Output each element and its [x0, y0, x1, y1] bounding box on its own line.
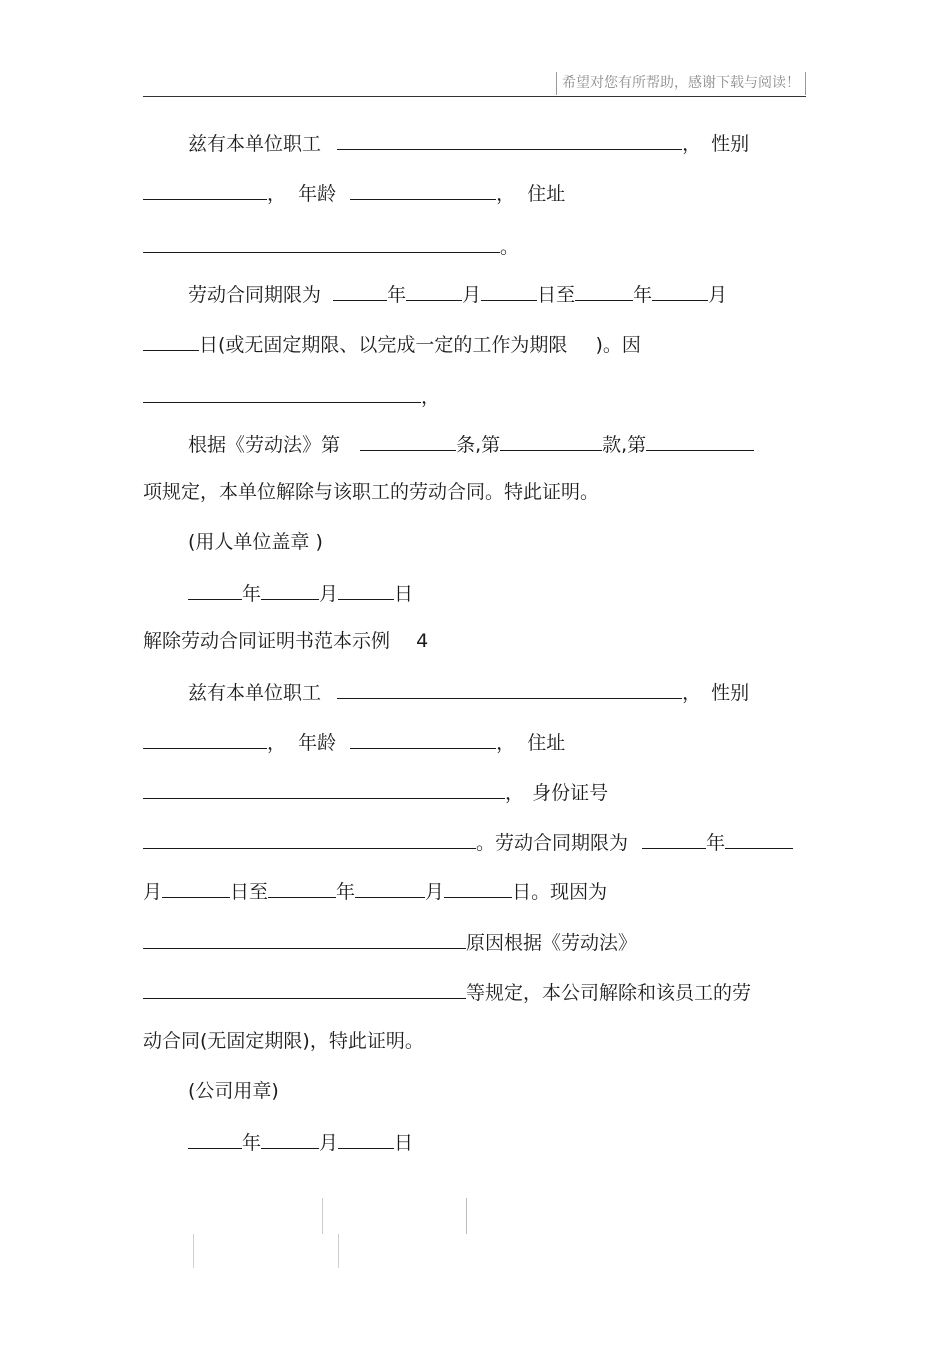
fill-in-blank[interactable] — [360, 431, 456, 451]
s4-title: 解除劳动合同证明书范本示例 4 — [143, 630, 429, 652]
gender-blank[interactable] — [143, 180, 267, 200]
fill-in-blank[interactable] — [143, 331, 199, 351]
s3-line-law: 根据《劳动法》第 条,第 款,第 — [188, 431, 754, 457]
fill-in-blank[interactable] — [500, 431, 602, 451]
s4-line-employee: 兹有本单位职工 ， 性别 — [188, 679, 749, 705]
s3-line-reason: ， — [143, 383, 440, 409]
s4-line-reason: 原因根据《劳动法》 — [143, 929, 637, 955]
header-rule — [143, 96, 806, 97]
age-blank[interactable] — [350, 180, 496, 200]
fill-in-blank[interactable] — [143, 979, 466, 999]
fill-in-blank[interactable] — [444, 878, 512, 898]
fill-in-blank[interactable] — [725, 829, 793, 849]
fill-in-blank[interactable] — [646, 431, 754, 451]
address-blank[interactable] — [143, 233, 500, 253]
decorative-line — [322, 1198, 323, 1234]
s4-line-statement: 动合同(无固定期限)，特此证明。 — [143, 1030, 424, 1052]
fill-in-blank[interactable] — [268, 878, 336, 898]
fill-in-blank[interactable] — [143, 829, 476, 849]
fill-in-blank[interactable] — [481, 281, 537, 301]
s3-date: 年 月 日 — [188, 580, 413, 606]
fill-in-blank[interactable] — [261, 1129, 319, 1149]
fill-in-blank[interactable] — [652, 281, 708, 301]
s3-line-term: 劳动合同期限为 年 月 日至 年 月 — [188, 281, 727, 307]
fill-in-blank[interactable] — [355, 878, 425, 898]
s3-line-gender-age: ， 年龄 ， 住址 — [143, 180, 565, 206]
s4-line-gender-age: ， 年龄 ， 住址 — [143, 729, 565, 755]
s3-line-term-end: 日(或无固定期限、以完成一定的工作为期限 )。因 — [143, 331, 641, 357]
s3-line-employee: 兹有本单位职工 ， 性别 — [188, 130, 749, 156]
fill-in-blank[interactable] — [337, 679, 682, 699]
s3-line-address: 。 — [143, 233, 519, 259]
fill-in-blank[interactable] — [338, 1129, 394, 1149]
s3-line-statement: 项规定，本单位解除与该职工的劳动合同。特此证明。 — [143, 481, 600, 503]
fill-in-blank[interactable] — [333, 281, 387, 301]
s4-seal: (公司用章) — [188, 1080, 279, 1102]
fill-in-blank[interactable] — [261, 580, 319, 600]
watermark-text: 希望对您有所帮助，感谢下载与阅读！ — [556, 72, 806, 95]
fill-in-blank[interactable] — [406, 281, 462, 301]
fill-in-blank[interactable] — [143, 729, 267, 749]
fill-in-blank[interactable] — [143, 779, 505, 799]
s3-seal: (用人单位盖章 ) — [188, 531, 323, 553]
fill-in-blank[interactable] — [188, 580, 242, 600]
s4-line-term: 月 日至 年 月 日。现因为 — [143, 878, 607, 904]
decorative-line — [338, 1234, 339, 1268]
fill-in-blank[interactable] — [188, 1129, 242, 1149]
s4-date: 年 月 日 — [188, 1129, 413, 1155]
reason-blank[interactable] — [143, 383, 421, 403]
s4-line-law: 等规定，本公司解除和该员工的劳 — [143, 979, 751, 1005]
employee-name-blank[interactable] — [337, 130, 682, 150]
decorative-line — [193, 1234, 194, 1268]
fill-in-blank[interactable] — [575, 281, 633, 301]
fill-in-blank[interactable] — [350, 729, 496, 749]
s4-line-address: ， 身份证号 — [143, 779, 608, 805]
fill-in-blank[interactable] — [338, 580, 394, 600]
decorative-line — [466, 1198, 467, 1234]
fill-in-blank[interactable] — [642, 829, 706, 849]
s4-line-id: 。劳动合同期限为 年 — [143, 829, 793, 855]
fill-in-blank[interactable] — [143, 929, 466, 949]
fill-in-blank[interactable] — [162, 878, 230, 898]
